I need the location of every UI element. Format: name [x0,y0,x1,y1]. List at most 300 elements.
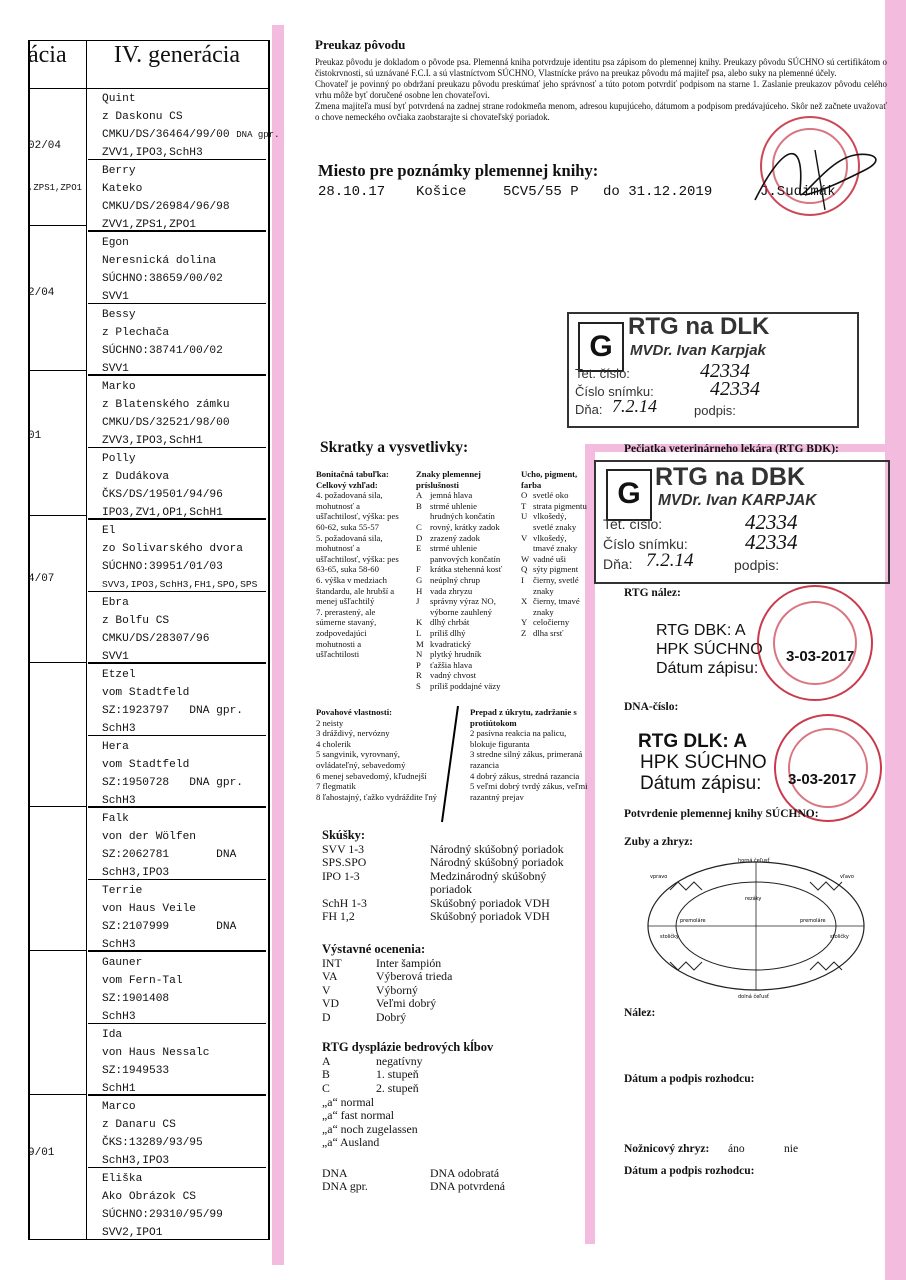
dog-name: Berry [102,165,136,177]
rtg-dysplazie-list [322,1055,584,1095]
stamp-dbk-snimku-handwritten: 42334 [745,530,798,554]
povahove-item: 7 flegmatik [316,781,356,792]
list-row [416,501,512,522]
znaky-desc: jemná hlava [430,490,473,501]
znaky-code: A [416,490,423,501]
dog-kennel: vom Stadtfeld [102,759,190,771]
datum-podpis-label: Dátum a podpis rozhodcu: [624,1165,755,1177]
pedigree-dog-entry [88,736,266,808]
stamp-dlk-snimku-label: Číslo snímku: [575,384,654,399]
list-row [521,564,587,575]
dog-titles: SchH3 [102,1011,136,1023]
dog-reg: SZ:1901408 [102,993,170,1005]
miesto-registrar: J.Sudimák [760,184,836,200]
pedigree-dog-entry [88,304,266,376]
rtg-extra-item: „a“ Ausland [322,1135,380,1150]
ucho-desc: čierny, tmavé znaky [533,596,580,617]
list-row [416,660,512,671]
prepad-item: 4 dobrý zákus, stredná razancia [470,770,580,781]
pedigree-dog-entry [88,232,266,304]
dna-code: DNA [322,1166,348,1180]
dog-kennel: von Haus Veile [102,903,196,915]
stamp-dbk-date-handwritten: 7.2.14 [646,550,694,571]
stamp-dbk-title: RTG na DBK [655,463,805,491]
pedigree-dog-entry [88,1096,266,1168]
generation-4-header: IV. generácia [113,42,241,68]
skratky-title: Skratky a vysvetlivky: [320,439,469,456]
ucho-code: W [521,553,530,564]
gen3-snippet: ,ZPS1,ZPO1 [28,183,83,193]
teeth-label: rezáky [745,896,762,902]
stamp-date: 3-03-2017 [786,648,855,665]
znaky-desc: rovný, krátky zadok [430,521,500,532]
skuska-desc: Skúšobný poriadok VDH [430,909,550,924]
dog-reg: SZ:2062781 DNA [102,849,237,861]
pedigree-dog-entry [88,376,266,448]
znaky-code: J [416,596,420,607]
znaky-code: K [416,617,423,628]
list-row [322,997,584,1010]
dog-kennel: vom Stadtfeld [102,687,190,699]
column-divider [86,40,87,1240]
rtg-desc: 1. stupeň [376,1067,419,1082]
hpk-label: HPK SÚCHNO [656,641,763,658]
prepad-item: 2 pasívna reakcia na palicu, blokuje figuranta [470,728,567,749]
skusky-heading: Skúšky: [322,828,366,842]
znaky-code: R [416,670,422,681]
generation-3-header: ácia [28,42,67,68]
dog-reg: SZ:1923797 DNA gpr. [102,705,244,717]
pedigree-dog-entry [88,448,266,520]
bonitacna-item: 4. požadovaná sila, mohutnosť a ušľachtilosť, výška: pes 60-62, suka 55-57 [316,490,399,532]
stamp-g-letter: G [606,469,652,521]
list-row [416,681,512,692]
pedigree-dog-entry [88,880,266,952]
pedigree-dog-entry [88,952,266,1024]
dog-name: Bessy [102,309,136,321]
ucho-list [521,490,587,638]
dog-titles: ZVV1,ZPS1,ZPO1 [102,219,196,231]
dog-titles: ZVV1,IPO3,SchH3 [102,147,203,159]
dog-name: Eliška [102,1173,143,1185]
preukaz-paragraph: Chovateľ je povinný po obdržaní preukazu pôvodu preskúmať jeho správnosť a túto potom potvrdiť podpisom na starne 1. Zaslanie preukazov pôvodu celého vrhu môže byť doručené osobne len chovateľovi. [315,79,887,100]
dna-desc: DNA odobratá [430,1166,500,1180]
dna-cislo-label: DNA-číslo: [624,701,679,713]
prepad-column [470,707,588,802]
znaky-code: H [416,585,423,596]
znaky-code: F [416,564,421,575]
dog-name: Hera [102,741,129,753]
ucho-column [521,469,587,639]
ocenenie-code: VA [322,969,338,984]
dog-name: Marko [102,381,136,393]
list-row [416,533,512,544]
rtg-extra-list [322,1096,584,1150]
preukaz-text [315,57,887,123]
stamp-dbk-snimku-label: Číslo snímku: [603,536,688,552]
list-row [521,575,587,596]
dog-name: El [102,525,116,537]
znaky-desc: vada zhryzu [430,585,473,596]
dog-kennel: z Dudákova [102,471,170,483]
miesto-until: do 31.12.2019 [603,184,713,200]
list-row [416,490,512,501]
znaky-code: D [416,532,423,543]
ocenenie-code: VD [322,996,340,1011]
znaky-desc: ťažšia hlava [430,659,473,670]
teeth-label: horná čeľusť [738,858,770,864]
list-row [416,670,512,681]
list-row [416,586,512,597]
list-row [416,575,512,586]
dog-kennel: z Blatenského zámku [102,399,230,411]
stamp-dbk-vet: MVDr. Ivan KARPJAK [658,492,817,509]
ucho-desc: celočierny [533,617,570,628]
dog-titles: SVV1 [102,363,129,375]
gen3-row-divider [28,225,86,226]
prepad-item: 5 veľmi dobrý tvrdý zákus, veľmi razantný prejav [470,781,588,802]
prepad-item: 3 stredne silný zákus, primeraná razancia [470,749,583,770]
skuska-desc: Národný skúšobný poriadok [430,842,564,856]
dog-name: Marco [102,1101,136,1113]
teeth-label: dolná čeľusť [738,994,769,1000]
stamp-date: 3-03-2017 [788,771,857,788]
dog-kennel: Kateko [102,183,143,195]
dog-dna-note: DNA [216,849,237,861]
dog-titles: SVV2,IPO1 [102,1227,163,1239]
dog-reg: SÚCHNO:39951/01/03 [102,561,223,573]
povahove-heading: Povahové vlastnosti: [316,707,393,717]
ucho-desc: dlha srsť [533,627,564,638]
dog-kennel: zo Solivarského dvora [102,543,243,555]
dog-reg: SÚCHNO:38741/00/02 [102,345,223,357]
list-row [322,1068,584,1081]
list-row [416,596,512,617]
stamp-dlk-snimku-handwritten: 42334 [710,378,760,400]
stamp-dlk-vet: MVDr. Ivan Karpjak [630,342,766,359]
teeth-label: vpravo [650,874,668,880]
povahove-item: 3 dráždivý, nervózny [316,728,390,739]
stamp-dbk-label: Pečiatka veterinárneho lekára (RTG BDK): [624,443,839,455]
znaky-desc: strmé uhlenie hrudných končatín [430,500,495,522]
dog-titles: SchH3 [102,723,136,735]
signature-icon [745,130,895,220]
ucho-desc: vlkošedý, tmavé znaky [533,532,578,554]
ocenenie-desc: Veľmi dobrý [376,996,437,1011]
dog-kennel: von der Wölfen [102,831,196,843]
rtg-extra-item: „a“ normal [322,1095,375,1109]
teeth-label: premoláre [800,918,826,924]
gen3-snippet: 4/07 [28,573,55,585]
dog-reg: SZ:1950728 DNA gpr. [102,777,244,789]
dog-dna-note: DNA gpr. [236,130,280,140]
skuska-code: SchH 1-3 [322,895,367,910]
dog-kennel: vom Fern-Tal [102,975,183,987]
bonitacna-item: 5. požadovaná sila, mohutnosť a ušľachtilosť, výška: pes 63-65, suka 58-60 [316,532,399,575]
ucho-code: V [521,532,528,543]
gen3-snippet: 02/04 [28,140,62,152]
ucho-desc: vlkošedý, svetlé znaky [533,511,577,532]
dog-dna-note: DNA gpr. [189,777,244,789]
stamp-dlk-tel-label: Tet. číslo: [575,366,630,381]
skuska-code: FH 1,2 [322,909,355,924]
stamp-dbk-podpis-label: podpis: [734,557,780,573]
rtg-code: B [322,1067,330,1082]
list-row [521,596,587,617]
datum-zapisu-label: Dátum zápisu: [640,773,762,794]
dna-desc: DNA potvrdená [430,1179,506,1194]
znaky-list [416,490,512,691]
rtg-extra-item: „a“ fast normal [322,1108,395,1123]
skuska-code: SPS.SPO [322,855,367,870]
znaky-desc: vadný chvost [430,670,477,681]
ucho-code: T [521,500,527,511]
znaky-heading: Znaky plemennej príslušnosti [416,469,481,490]
znaky-code: P [416,659,421,670]
dog-name: Ida [102,1029,123,1041]
rtg-desc: negatívny [376,1054,423,1068]
datum-zapisu-label: Dátum zápisu: [656,660,759,677]
gen3-snippet: 2/04 [28,287,55,299]
znaky-desc: zrazený zadok [430,532,480,543]
list-row [521,501,587,512]
stamp-dbk-tel-label: Tet. číslo: [603,516,663,532]
list-row [322,1180,584,1193]
list-row [322,843,584,856]
divider-stroke [436,704,466,824]
list-row [416,522,512,533]
dog-kennel: Neresnická dolina [102,255,217,267]
ucho-desc: svetlé oko [533,490,569,501]
pedigree-dog-entry [88,1168,266,1238]
ocenenie-code: D [322,1009,331,1024]
skusky-list [322,843,584,923]
rtg-code: C [322,1080,330,1095]
dog-reg: SZ:2107999 DNA [102,921,237,933]
ucho-code: Z [521,627,527,638]
znaky-desc: dlhý chrbát [430,617,470,628]
ucho-desc: vadné uši [533,553,567,564]
gen3-row-divider [28,515,86,516]
dog-reg: SZ:1949533 [102,1065,170,1077]
znaky-code: C [416,521,422,532]
list-row [521,554,587,565]
dog-name: Terrie [102,885,143,897]
list-row [416,639,512,650]
list-row [322,1011,584,1024]
list-row [322,1167,584,1180]
ocenenie-desc: Inter šampión [376,956,442,970]
povahove-item: 6 menej sebavedomý, kľudnejší [316,770,427,781]
preukaz-paragraph: Zmena majiteľa musí byť potvrdená na zadnej strane rodokmeňa menom, adresou kupujúceho, dátumom a podpisom predávajúceho. Skôr než začnete uvažovať o chove nemeckého ovčiaka zaobstarajte si chovateľský poriadok. [315,101,887,122]
dna-list [322,1167,584,1194]
stamp-dbk-tel-handwritten: 42334 [745,510,798,534]
znaky-code: M [416,638,424,649]
pedigree-dog-entry [88,88,280,160]
list-row [322,870,584,897]
gen3-row-divider [28,806,86,807]
dog-reg: CMKU/DS/28307/96 [102,633,210,645]
dog-titles: SchH3 [102,795,136,807]
dna-code: DNA gpr. [322,1179,368,1194]
vystavne-list [322,957,584,1024]
list-row [521,490,587,501]
teeth-diagram [640,850,872,1002]
ocenenie-desc: Dobrý [376,1009,407,1024]
znaky-code: G [416,574,423,585]
list-row [322,910,584,923]
ucho-code: Q [521,564,528,575]
gen3-row-divider [28,1094,86,1095]
skuska-code: IPO 1-3 [322,868,360,883]
gen3-row-divider [28,370,86,371]
gen3-snippet: 01 [28,430,42,442]
dog-titles: ZVV3,IPO3,SchH1 [102,435,203,447]
povahove-item: 5 sangvinik, vyrovnaný, ovládateľný, sebavedomý [316,749,406,770]
ucho-code: O [521,490,528,501]
stamp-dlk-title: RTG na DLK [628,313,770,340]
rtg-dbk-result: RTG DBK: A [656,622,746,639]
znaky-column [416,469,512,691]
dog-kennel: z Daskonu CS [102,111,183,123]
pedigree-dog-entry [88,808,266,880]
rtg-dysplazie-heading: RTG dysplázie bedrových kĺbov [322,1040,494,1054]
list-row [521,628,587,639]
rtg-dlk-result: RTG DLK: A [638,731,748,752]
dog-name: Egon [102,237,129,249]
list-row [322,897,584,910]
znaky-desc: správny výraz NO, výborne zauhlený [430,596,496,617]
ucho-code: Y [521,617,528,628]
stamp-dlk-date-handwritten: 7.2.14 [612,396,657,416]
skuska-code: SVV 1-3 [322,842,365,856]
miesto-city: Košice [416,184,467,200]
dog-titles: SchH3,IPO3 [102,867,170,879]
teeth-label: premoláre [680,918,706,924]
stamp-dbk-dna-label: Dňa: [603,556,633,572]
znaky-desc: krátka stehenná kosť [430,564,503,575]
stamp-dlk-dna-label: Dňa: [575,402,603,417]
ocenenie-code: V [322,982,331,997]
list-row [416,564,512,575]
zuby-label: Zuby a zhryz: [624,836,693,848]
dog-kennel: z Bolfu CS [102,615,170,627]
bonitacna-column [316,469,404,660]
znaky-desc: strmé uhlenie panvových končatín [430,543,501,564]
bonitacna-heading: Bonitačná tabuľka: Celkový vzhľad: [316,469,389,490]
dog-kennel: Ako Obrázok CS [102,1191,196,1203]
list-row [322,970,584,983]
ucho-heading: Ucho, pigment, farba [521,469,578,490]
teeth-label: stoličky [660,934,679,940]
stamp-g-letter: G [578,322,624,372]
povahove-item: 8 ľahostajný, ťažko vydráždite ľný [316,791,438,802]
dog-titles: SchH3,IPO3 [102,1155,170,1167]
list-row [322,984,584,997]
list-row [416,617,512,628]
ocenenie-desc: Výberová trieda [376,969,453,984]
dog-reg: CMKU/DS/32521/98/00 [102,417,230,429]
nie-option: nie [784,1143,799,1155]
znaky-desc: plytký hrudník [430,649,482,660]
bonitacna-item: 6. výška v medziach štandardu, ale hrubší a menej ušľachtilý [316,574,395,607]
hpk-label: HPK SÚCHNO [640,752,767,773]
miesto-code: 5CV5/55 P [503,184,579,200]
teeth-label: vľavo [840,874,854,880]
rtg-nalez-label: RTG nález: [624,587,681,599]
preukaz-paragraph: Preukaz pôvodu je dokladom o pôvode psa. Plemenná kniha potvrdzuje identitu psa zápisom do plemennej knihy. Preukazy pôvodu SÚCHNO sú certifikátom o čistokrvnosti, sú uznávané F.C.I. a sú vlastníctvom SÚCHNO, Vlastnícke právo na preukaz pôvodu má majiteľ psa, alebo suky na plemenné účely. [315,57,887,78]
dog-dna-note: DNA [216,921,237,933]
dog-kennel: von Haus Nessalc [102,1047,210,1059]
pedigree-dog-entry [88,160,266,232]
list-row [322,856,584,869]
dog-titles: SVV1 [102,651,129,663]
znaky-desc: neúplný chrup [430,574,480,585]
dog-reg: SÚCHNO:38659/00/02 [102,273,223,285]
povahove-column [316,707,440,802]
list-row [521,511,587,532]
miesto-title: Miesto pre poznámky plemennej knihy: [318,161,599,180]
dog-name: Polly [102,453,136,465]
pedigree-dog-entry [88,520,266,592]
dog-reg: ČKS:13289/93/95 [102,1137,203,1149]
list-row [521,617,587,628]
stamp-dlk-podpis-label: podpis: [694,403,736,418]
ucho-code: X [521,596,528,607]
ucho-code: I [521,574,524,585]
pedigree-dog-entry [88,1024,266,1096]
znaky-code: E [416,543,422,554]
teeth-label: stoličky [830,934,849,940]
dog-name: Etzel [102,669,136,681]
dog-titles: SchH3 [102,939,136,951]
rtg-code: A [322,1054,331,1068]
dog-name: Falk [102,813,129,825]
povahove-item: 4 cholerik [316,738,351,749]
dog-name: Gauner [102,957,143,969]
dog-titles: SVV3,IPO3,SchH3,FH1,SPO,SPS [102,579,258,590]
skuska-desc: Medzinárodný skúšobný poriadok [430,868,547,897]
rtg-desc: 2. stupeň [376,1080,419,1095]
skuska-desc: Skúšobný poriadok VDH [430,895,550,910]
potvrdenie-label: Potvrdenie plemennej knihy SÚCHNO: [624,808,819,820]
dog-reg: CMKU/DS/26984/96/98 [102,201,230,213]
list-row [416,543,512,564]
dog-reg: CMKU/DS/36464/99/00 DNA gpr. [102,129,280,141]
ucho-desc: čierny, svetlé znaky [533,574,579,596]
znaky-desc: príliš poddajné väzy [430,680,501,691]
dog-titles: IPO3,ZV1,OP1,SchH1 [102,507,223,519]
round-stamp-dna-inner [788,728,868,808]
list-row [322,957,584,970]
ano-option: áno [728,1143,745,1155]
gen3-snippet: 9/01 [28,1147,55,1159]
gen3-row-divider [28,950,86,951]
pedigree-dog-entry [88,592,266,664]
povahove-item: 2 neisty [316,717,344,728]
znaky-desc: príliš dlhý [430,627,466,638]
list-row [521,533,587,554]
ocenenie-code: INT [322,956,342,970]
rtg-extra-item: „a“ noch zugelassen [322,1121,418,1136]
dog-titles: SVV1 [102,291,129,303]
dog-name: Ebra [102,597,129,609]
dog-reg: ČKS/DS/19501/94/96 [102,489,223,501]
dog-reg: SÚCHNO:29310/95/99 [102,1209,223,1221]
skuska-desc: Národný skúšobný poriadok [430,855,564,870]
list-row [322,1082,584,1095]
ucho-desc: strata pigmentu [533,500,587,511]
